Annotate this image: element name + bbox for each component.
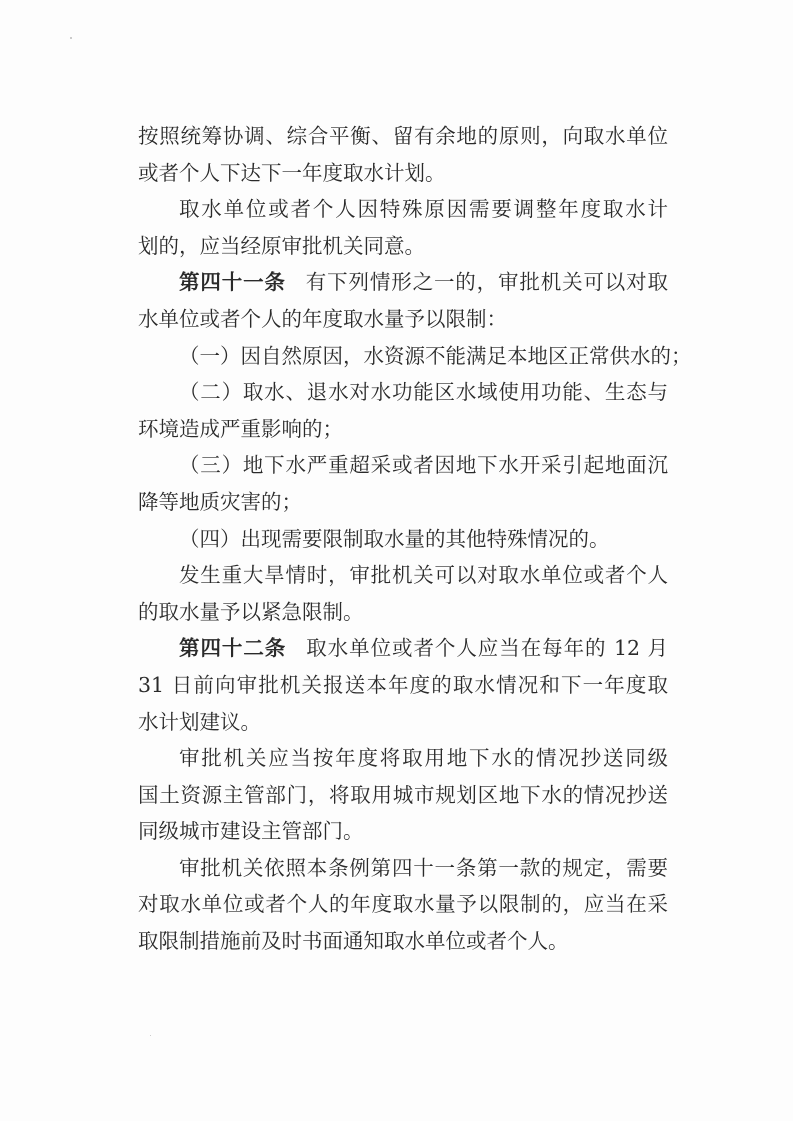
text-line: [138, 228, 668, 265]
line-text: 水计划建议。: [138, 709, 261, 734]
line-text: 环境造成严重影响的；: [138, 416, 343, 441]
article-number: 第四十一条: [179, 270, 286, 295]
list-item: [138, 521, 668, 558]
text-line: [138, 118, 668, 155]
text-line: [138, 850, 668, 887]
line-text: 的取水量予以紧急限制。: [138, 599, 364, 624]
line-text: （三）地下水严重超采或者因地下水开采引起地面沉: [179, 453, 668, 478]
line-text: 或者个人下达下一年度取水计划。: [138, 160, 446, 185]
text-line: [138, 813, 668, 850]
text-line: [138, 484, 668, 521]
scan-speck: [150, 1035, 151, 1036]
line-text: 审批机关应当按年度将取用地下水的情况抄送同级: [179, 746, 668, 771]
list-item: [138, 447, 668, 484]
line-text: 取水单位或者个人应当在每年的 12 月: [306, 636, 668, 661]
line-text: 按照统筹协调、综合平衡、留有余地的原则，向取水单位: [138, 124, 668, 148]
text-line: [138, 704, 668, 741]
text-line: [138, 301, 668, 338]
scan-speck: [70, 37, 72, 39]
line-text: 划的，应当经原审批机关同意。: [138, 233, 425, 258]
list-item: [138, 338, 692, 375]
text-line: [138, 923, 668, 960]
text-line: [138, 155, 668, 192]
text-line: [138, 594, 668, 631]
text-line: [138, 191, 668, 228]
line-text: 审批机关依照本条例第四十一条第一款的规定，需要: [179, 855, 668, 880]
article-42-heading-line: [138, 630, 668, 667]
text-line: [138, 557, 668, 594]
line-text: 取限制措施前及时书面通知取水单位或者个人。: [138, 929, 569, 954]
line-text: 对取水单位或者个人的年度取水量予以限制的，应当在采: [138, 892, 668, 917]
body-text: [138, 118, 692, 960]
list-item: [138, 374, 668, 411]
line-text: （二）取水、退水对水功能区水域使用功能、生态与: [179, 380, 668, 405]
line-text: 发生重大旱情时，审批机关可以对取水单位或者个人: [179, 563, 668, 588]
line-text: 国土资源主管部门，将取用城市规划区地下水的情况抄送: [138, 782, 668, 807]
text-line: [138, 886, 668, 923]
line-text: （四）出现需要限制取水量的其他特殊情况的。: [179, 526, 610, 551]
line-text: 取水单位或者个人因特殊原因需要调整年度取水计: [179, 197, 668, 222]
line-text: 31 日前向审批机关报送本年度的取水情况和下一年度取: [138, 672, 668, 697]
article-41-heading-line: [138, 264, 668, 301]
line-text: 有下列情形之一的，审批机关可以对取: [305, 270, 669, 295]
line-text: （一）因自然原因，水资源不能满足本地区正常供水的；: [179, 343, 692, 368]
text-line: [138, 667, 668, 704]
line-text: 水单位或者个人的年度取水量予以限制：: [138, 306, 507, 331]
text-line: [138, 777, 668, 814]
line-text: 同级城市建设主管部门。: [138, 819, 364, 844]
text-line: [138, 740, 668, 777]
line-text: 降等地质灾害的；: [138, 489, 302, 514]
text-line: [138, 411, 668, 448]
article-number: 第四十二条: [179, 636, 287, 661]
